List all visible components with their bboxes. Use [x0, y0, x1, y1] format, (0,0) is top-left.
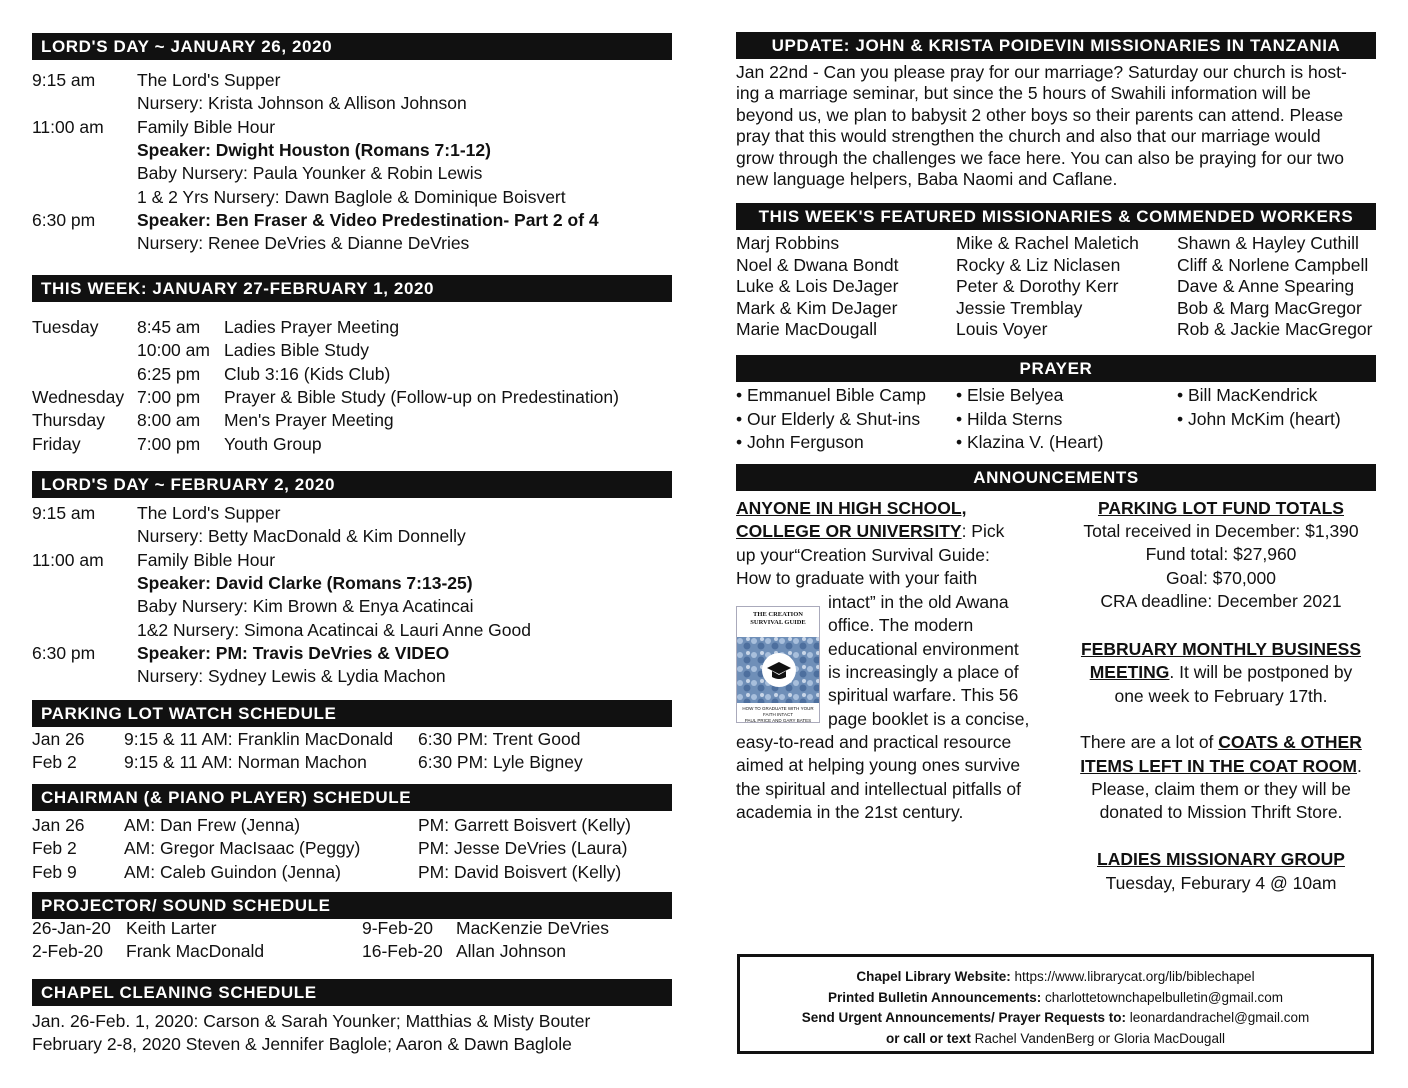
coats-line-4: donated to Mission Thrift Store. [1099, 802, 1343, 822]
week-time: 10:00 am [137, 340, 210, 361]
section-header-projector: PROJECTOR/ SOUND SCHEDULE [32, 892, 672, 919]
chairman-pm: PM: Jesse DeVries (Laura) [418, 838, 628, 859]
projector-name: Allan Johnson [456, 941, 566, 962]
projector-date: 2-Feb-20 [32, 941, 104, 962]
graduation-cap-icon [737, 637, 820, 703]
school-line: academia in the 21st century. [736, 801, 964, 822]
week-day: Thursday [32, 410, 105, 431]
service-line: Nursery: Sydney Lewis & Lydia Machon [137, 666, 446, 687]
week-event: Ladies Bible Study [224, 340, 369, 361]
section-header-featured: THIS WEEK'S FEATURED MISSIONARIES & COMMENDED WORKERS [736, 203, 1376, 230]
missionary-name: Cliff & Norlene Campbell [1177, 254, 1369, 275]
chairman-pm: PM: Garrett Boisvert (Kelly) [418, 815, 631, 835]
week-day: Friday [32, 433, 81, 454]
chairman-date: Feb 2 [32, 838, 77, 859]
update-line: grow through the challenges we face here. You can also be praying for our two [736, 147, 1345, 168]
week-event: Club 3:16 (Kids Club) [224, 363, 391, 384]
update-line: ing a marriage seminar, but since the 5 hours of Swahili information will be [736, 83, 1311, 104]
service-time: 9:15 am [32, 503, 96, 523]
section-header-chairman: CHAIRMAN (& PIANO PLAYER) SCHEDULE [32, 784, 672, 811]
week-time: 8:00 am [137, 410, 201, 431]
school-line: is increasingly a place of [828, 661, 1019, 682]
prayer-item: • John Ferguson [736, 431, 864, 454]
service-time: 11:00 am [32, 549, 104, 570]
projector-name: Frank MacDonald [126, 941, 265, 962]
update-line: beyond us, we plan to babysit 2 other boys so their parents can attend. Please [736, 104, 1344, 125]
chairman-am: AM: Dan Frew (Jenna) [124, 815, 301, 835]
school-line: intact” in the old Awana [828, 592, 1009, 612]
coats-line-2: ITEMS LEFT IN THE COAT ROOM. [1080, 756, 1362, 776]
parking-am: 9:15 & 11 AM: Franklin MacDonald [124, 729, 394, 749]
service-line: The Lord's Supper [137, 70, 281, 90]
missionary-name: Luke & Lois DeJager [736, 276, 899, 296]
week-event: Prayer & Bible Study (Follow-up on Predestination) [224, 386, 619, 407]
parking-am: 9:15 & 11 AM: Norman Machon [124, 752, 367, 773]
school-line: office. The modern [828, 615, 974, 636]
projector-date: 9-Feb-20 [362, 918, 434, 938]
coats-line-3: Please, claim them or they will be [1091, 779, 1351, 799]
week-event: Youth Group [224, 433, 322, 454]
school-line: educational environment [828, 638, 1019, 659]
school-line: easy-to-read and practical resource [736, 732, 1012, 752]
footer-line-urgent: Send Urgent Announcements/ Prayer Requests to: leonardandrachel@gmail.com [801, 1010, 1310, 1025]
school-title-1: ANYONE IN HIGH SCHOOL, [736, 498, 967, 518]
prayer-item: • John McKim (heart) [1177, 408, 1341, 431]
prayer-item: • Klazina V. (Heart) [956, 431, 1104, 454]
week-event: Ladies Prayer Meeting [224, 317, 400, 337]
coats-line-1: There are a lot of COATS & OTHER [1080, 732, 1362, 752]
chairman-pm: PM: David Boisvert (Kelly) [418, 861, 622, 882]
week-time: 7:00 pm [137, 386, 201, 407]
missionary-name: Mike & Rachel Maletich [956, 233, 1139, 253]
section-header-cleaning: CHAPEL CLEANING SCHEDULE [32, 979, 672, 1006]
ladies-title: LADIES MISSIONARY GROUP [1097, 849, 1345, 869]
ladies-line: Tuesday, Feburary 4 @ 10am [1105, 873, 1337, 893]
cleaning-row: February 2-8, 2020 Steven & Jennifer Baglole; Aaron & Dawn Baglole [32, 1034, 572, 1054]
business-title-2: MEETING. It will be postponed by [1089, 662, 1353, 682]
book-subtitle: HOW TO GRADUATE WITH YOUR FAITH INTACT [742, 706, 814, 717]
section-header-prayer: PRAYER [736, 355, 1376, 382]
parking-pm: 6:30 PM: Lyle Bigney [418, 752, 583, 773]
service-line: Baby Nursery: Kim Brown & Enya Acatincai [137, 596, 474, 617]
school-line: spiritual warfare. This 56 [828, 685, 1019, 706]
section-header-this-week: THIS WEEK: JANUARY 27-FEBRUARY 1, 2020 [32, 275, 672, 302]
chairman-date: Jan 26 [32, 815, 85, 835]
section-header-parking: PARKING LOT WATCH SCHEDULE [32, 700, 672, 727]
parking-pm: 6:30 PM: Trent Good [418, 729, 581, 749]
school-line: aimed at helping young ones survive [736, 755, 1021, 776]
projector-date: 26-Jan-20 [32, 918, 111, 938]
service-time: 6:30 pm [32, 209, 96, 230]
chairman-date: Feb 9 [32, 861, 77, 882]
book-author: PAUL PRICE AND GARY BATES [744, 718, 812, 723]
footer-line-call: or call or text Rachel VandenBerg or Gloria MacDougall [886, 1030, 1225, 1046]
service-line: Family Bible Hour [137, 116, 276, 137]
speaker-line: Speaker: Dwight Houston (Romans 7:1-12) [137, 139, 491, 160]
service-line: Nursery: Betty MacDonald & Kim Donnelly [137, 526, 466, 547]
section-header-update: UPDATE: JOHN & KRISTA POIDEVIN MISSIONARIES IN TANZANIA [736, 32, 1376, 59]
prayer-item: • Emmanuel Bible Camp [736, 384, 926, 407]
missionary-name: Noel & Dwana Bondt [736, 254, 899, 275]
update-line: Jan 22nd - Can you please pray for our marriage? Saturday our church is host- [736, 62, 1347, 82]
parking-fund-line: Fund total: $27,960 [1145, 544, 1297, 565]
book-title: THE CREATION SURVIVAL GUIDE [737, 607, 819, 637]
speaker-line: Speaker: David Clarke (Romans 7:13-25) [137, 572, 473, 593]
service-line: The Lord's Supper [137, 503, 281, 523]
speaker-line: Speaker: PM: Travis DeVries & VIDEO [137, 642, 450, 663]
update-line: pray that this would strengthen the church and also that our marriage would [736, 126, 1321, 147]
week-time: 6:25 pm [137, 363, 201, 384]
service-time: 11:00 am [32, 116, 104, 137]
school-line: up your“Creation Survival Guide: [736, 545, 990, 565]
chairman-am: AM: Caleb Guindon (Jenna) [124, 861, 341, 882]
school-line: How to graduate with your faith [736, 568, 978, 588]
service-line: 1&2 Nursery: Simona Acatincai & Lauri Anne Good [137, 619, 531, 640]
parking-fund-line: Goal: $70,000 [1166, 567, 1276, 588]
service-line: Nursery: Renee DeVries & Dianne DeVries [137, 233, 470, 254]
week-day: Tuesday [32, 317, 99, 337]
school-line: page booklet is a concise, [828, 708, 1030, 729]
service-time: 6:30 pm [32, 642, 96, 663]
parking-fund-line: Total received in December: $1,390 [1083, 521, 1359, 541]
school-title-2: COLLEGE OR UNIVERSITY: Pick [736, 521, 1005, 541]
parking-fund-title: PARKING LOT FUND TOTALS [1098, 498, 1344, 518]
missionary-name: Louis Voyer [956, 319, 1048, 339]
missionary-name: Jessie Tremblay [956, 297, 1083, 318]
chairman-am: AM: Gregor MacIsaac (Peggy) [124, 838, 361, 859]
service-line: 1 & 2 Yrs Nursery: Dawn Baglole & Dominique Boisvert [137, 186, 566, 207]
missionary-name: Rob & Jackie MacGregor [1177, 319, 1373, 339]
missionary-name: Marie MacDougall [736, 319, 878, 339]
business-title-1: FEBRUARY MONTHLY BUSINESS [1080, 639, 1362, 659]
cleaning-row: Jan. 26-Feb. 1, 2020: Carson & Sarah Younker; Matthias & Misty Bouter [32, 1011, 591, 1031]
prayer-item: • Hilda Sterns [956, 408, 1062, 431]
missionary-name: Rocky & Liz Niclasen [956, 254, 1121, 275]
missionary-name: Shawn & Hayley Cuthill [1177, 233, 1359, 253]
footer-line-website: Chapel Library Website: https://www.librarycat.org/lib/biblechapel [856, 969, 1255, 984]
footer-line-bulletin: Printed Bulletin Announcements: charlottetownchapelbulletin@gmail.com [827, 989, 1284, 1005]
prayer-item: • Our Elderly & Shut-ins [736, 408, 920, 431]
section-header-lords-day-feb2: LORD'S DAY ~ FEBRUARY 2, 2020 [32, 471, 672, 498]
week-time: 7:00 pm [137, 433, 201, 454]
projector-name: Keith Larter [126, 918, 217, 938]
week-day: Wednesday [32, 386, 125, 407]
contact-footer-box [737, 954, 1374, 1054]
parking-fund-line: CRA deadline: December 2021 [1100, 590, 1342, 611]
section-header-lords-day-jan26: LORD'S DAY ~ JANUARY 26, 2020 [32, 33, 672, 60]
service-line: Nursery: Krista Johnson & Allison Johnson [137, 93, 467, 114]
parking-date: Feb 2 [32, 752, 77, 773]
projector-name: MacKenzie DeVries [456, 918, 610, 938]
section-header-announcements: ANNOUNCEMENTS [736, 464, 1376, 491]
missionary-name: Marj Robbins [736, 233, 840, 253]
missionary-name: Bob & Marg MacGregor [1177, 297, 1362, 318]
creation-survival-guide-book-image [736, 606, 820, 723]
service-time: 9:15 am [32, 70, 96, 90]
business-line: one week to February 17th. [1114, 686, 1328, 706]
missionary-name: Peter & Dorothy Kerr [956, 276, 1119, 296]
week-event: Men's Prayer Meeting [224, 410, 394, 431]
service-line: Baby Nursery: Paula Younker & Robin Lewis [137, 163, 483, 184]
update-line: new language helpers, Baba Naomi and Caflane. [736, 169, 1118, 189]
prayer-item: • Elsie Belyea [956, 384, 1063, 407]
projector-date: 16-Feb-20 [362, 941, 443, 962]
missionary-name: Mark & Kim DeJager [736, 297, 898, 318]
prayer-item: • Bill MacKendrick [1177, 384, 1317, 407]
speaker-line: Speaker: Ben Fraser & Video Predestination- Part 2 of 4 [137, 209, 599, 230]
missionary-name: Dave & Anne Spearing [1177, 276, 1355, 296]
school-line: the spiritual and intellectual pitfalls of [736, 778, 1022, 799]
week-time: 8:45 am [137, 317, 201, 337]
parking-date: Jan 26 [32, 729, 85, 749]
service-line: Family Bible Hour [137, 549, 276, 570]
